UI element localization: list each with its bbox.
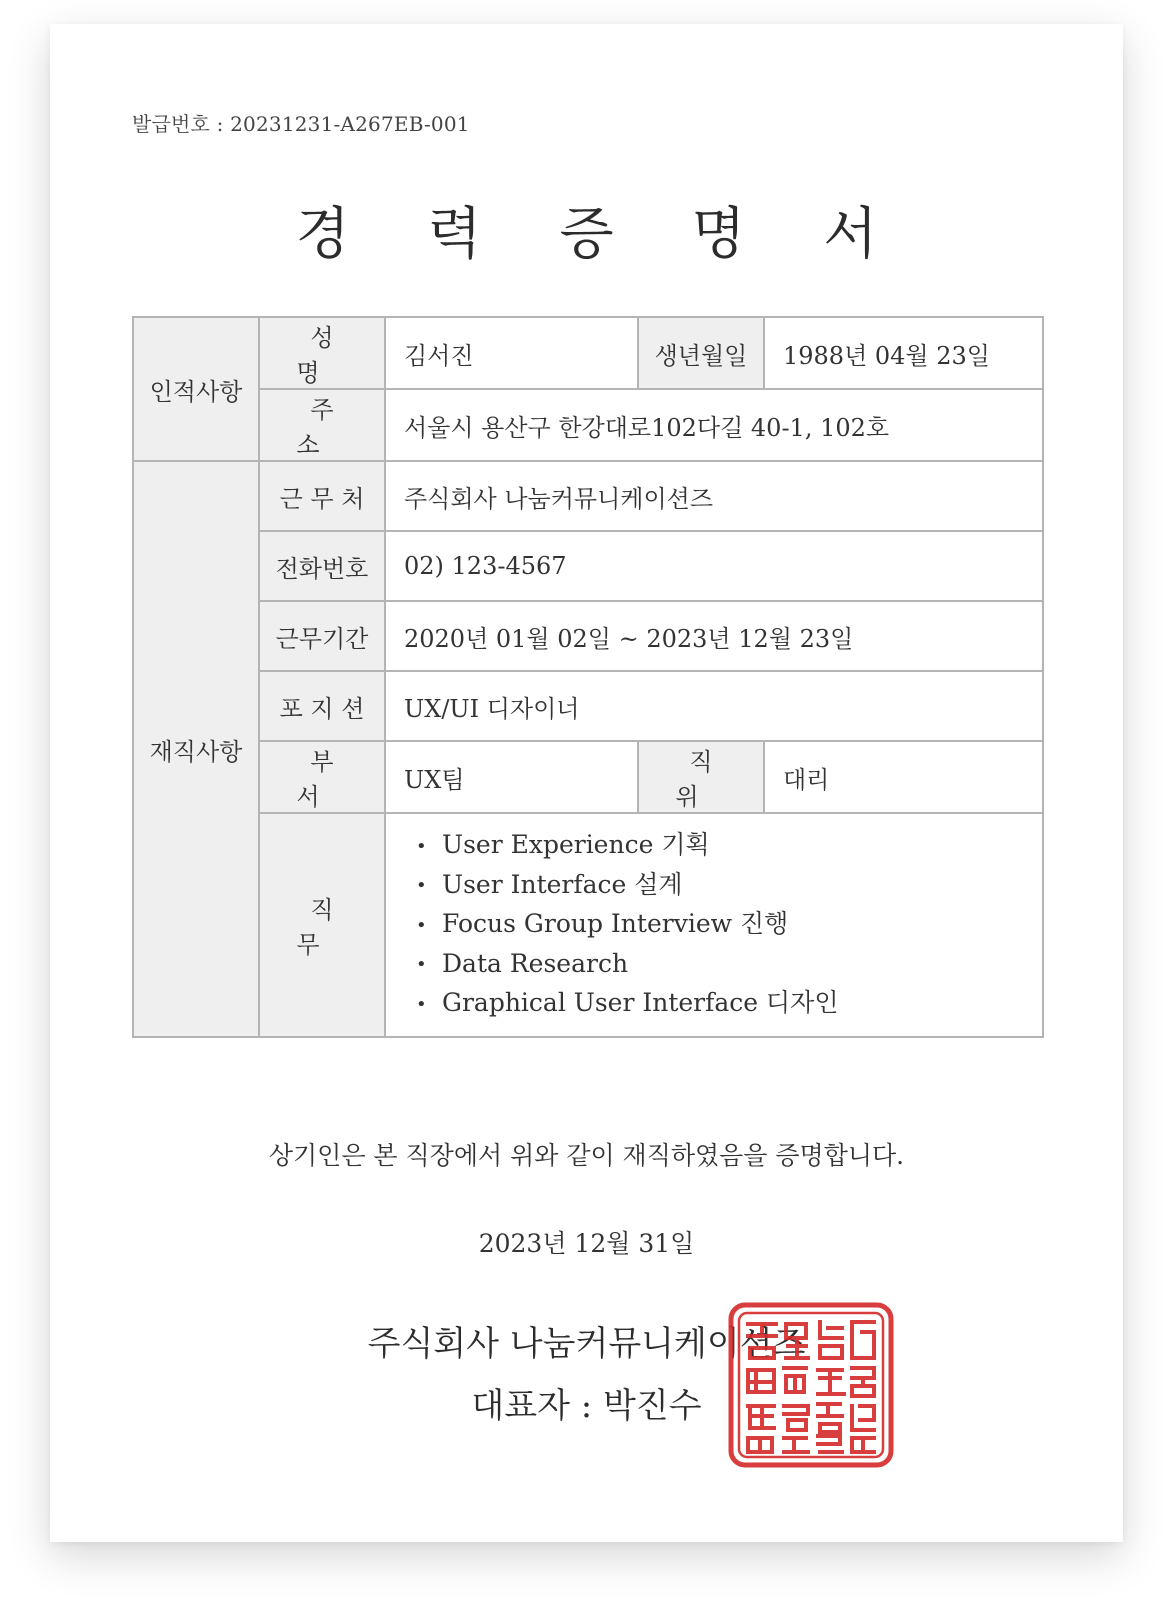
duty-item: • Graphical User Interface 디자인 [416,984,1042,1024]
position-value: UX/UI 디자이너 [385,671,1043,741]
representative-name: 대표자 : 박진수 [471,1386,702,1426]
workplace-label: 근 무 처 [259,461,385,531]
workplace-value: 주식회사 나눔커뮤니케이션즈 [385,461,1043,531]
duties-label: 직무 [259,813,385,1037]
period-row [133,601,1043,671]
info-table [132,316,1044,1038]
issue-date: 2023년 12월 31일 [478,1229,695,1258]
position-label: 포 지 션 [259,671,385,741]
certificate-paper [50,24,1123,1542]
phone-row [133,531,1043,601]
duties-value [385,813,1043,1037]
certification-statement: 상기인은 본 직장에서 위와 같이 재직하였음을 증명합니다. [268,1141,905,1170]
department-value: UX팀 [385,741,638,813]
duty-item: • User Experience 기획 [416,826,1042,866]
rank-value: 대리 [764,741,1043,813]
address-value: 서울시 용산구 한강대로102다길 40-1, 102호 [385,389,1043,461]
duty-item: • User Interface 설계 [416,866,1042,906]
document-title: 경 력 증 명 서 [295,202,908,267]
workplace-row [133,461,1043,531]
company-seal-stamp [728,1302,894,1468]
phone-value: 02) 123-4567 [385,531,1043,601]
period-label: 근무기간 [259,601,385,671]
address-label: 주소 [259,389,385,461]
issue-number: 발급번호 : 20231231-A267EB-001 [132,112,470,136]
duty-item: • Data Research [416,945,1042,985]
period-value: 2020년 01월 02일 ~ 2023년 12월 23일 [385,601,1043,671]
duties-row [133,813,1043,1037]
birth-label: 생년월일 [638,317,764,389]
department-label: 부서 [259,741,385,813]
company-name: 주식회사 나눔커뮤니케이션즈 [367,1324,806,1364]
name-value: 김서진 [385,317,638,389]
birth-value: 1988년 04월 23일 [764,317,1043,389]
position-row [133,671,1043,741]
duties-list [386,826,1042,1024]
duty-item: • Focus Group Interview 진행 [416,905,1042,945]
department-row [133,741,1043,813]
address-row [133,389,1043,461]
phone-label: 전화번호 [259,531,385,601]
name-row [133,317,1043,389]
rank-label: 직위 [638,741,764,813]
section-personal: 인적사항 [133,317,259,461]
seal-glyphs [748,1322,874,1452]
section-employment: 재직사항 [133,461,259,1037]
name-label: 성명 [259,317,385,389]
